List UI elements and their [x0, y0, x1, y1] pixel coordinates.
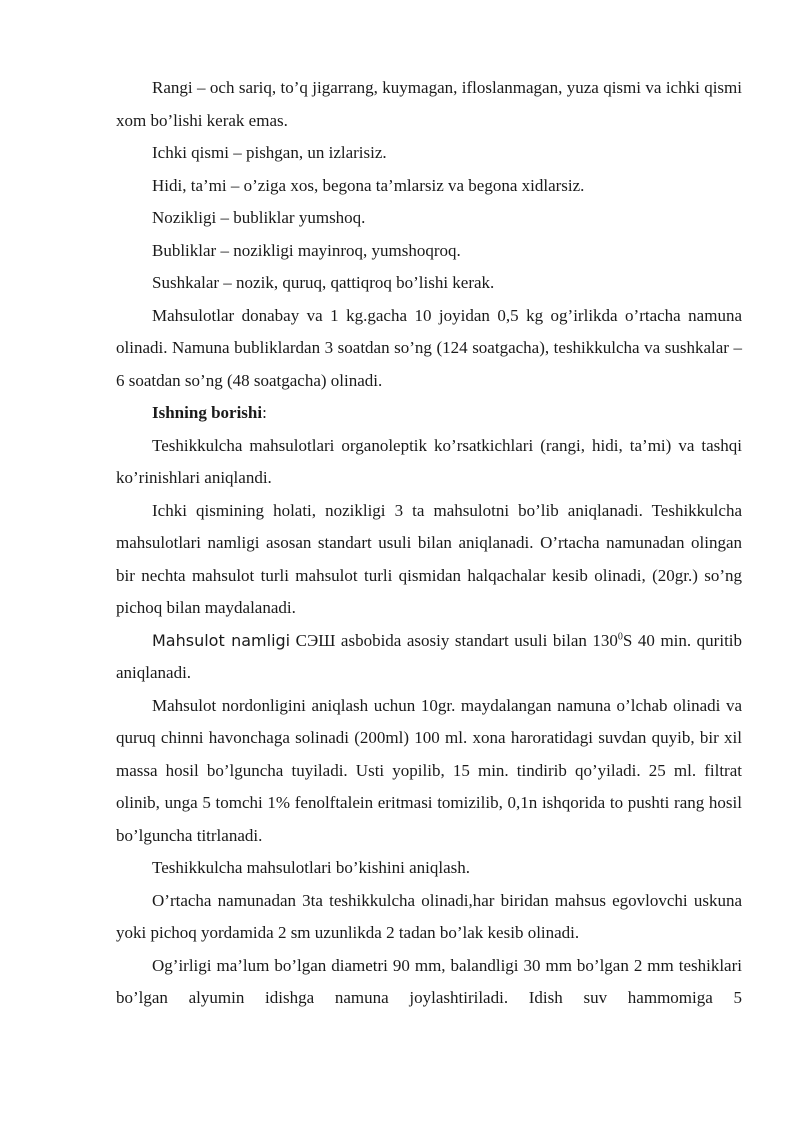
paragraph-bubliks: Bubliklar – nozikligi mayinroq, yumshoqroq.	[152, 240, 461, 260]
paragraph-smell-taste: Hidi, ta’mi – o’ziga xos, begona ta’mlarsiz va begona xidlarsiz.	[152, 175, 585, 195]
paragraph-swelling-title: Teshikkulcha mahsulotlari bo’kishini aniqlash.	[152, 858, 470, 877]
paragraph-organoleptic: Teshikkulcha mahsulotlari organoleptik ko’rsatkichlari (rangi, hidi, ta’mi) va tashqi ko’rinishlari aniqlandi.	[116, 435, 742, 487]
document-page	[116, 72, 742, 1015]
paragraph-container: Og’irligi ma’lum bo’lgan diametri 90 mm, balandligi 30 mm bo’lgan 2 mm teshiklari bo’lgan alyumin idishga namuna joylashtiriladi. Idish suv hammomiga 5	[116, 955, 742, 1007]
degree-superscript: 0	[617, 630, 623, 642]
paragraph-acidity: Mahsulot nordonligini aniqlash uchun 10gr. maydalangan namuna o’lchab olinadi va quruq chinni havonchaga solinadi (200ml) 100 ml. xona haroratidagi suvdan quyib, bir xil massa hosil bo’lguncha tuyiladi. Usti yopilib, 15 min. tindirib qo’yiladi. 25 ml. filtrat olinib, unga 5 tomchi 1% fenolftalein eritmasi tomizilib, 0,1n ishqorida to pushti rang hosil bo’lguncha titrlanadi.	[116, 695, 742, 845]
paragraph-inner-state: Ichki qismining holati, nozikligi 3 ta mahsulotni bo’lib aniqlanadi. Teshikkulcha mahsulotlari namligi asosan standart usuli bilan aniqlanadi. O’rtacha namunadan olingan bir nechta mahsulot turli mahsulot turli qismidan halqachalar kesib olinadi, (20gr.) so’ng pichoq bilan maydalanadi.	[116, 500, 742, 617]
paragraph-sushkas: Sushkalar – nozik, quruq, qattiqroq bo’lishi kerak.	[152, 273, 495, 292]
moisture-term: Mahsulot namligi	[152, 630, 291, 650]
paragraph-swelling-sample: O’rtacha namunadan 3ta teshikkulcha olinadi,har biridan mahsus egovlovchi uskuna yoki pichoq yordamida 2 sm uzunlikda 2 tadan bo’lak kesib olinadi.	[116, 890, 742, 942]
procedure-heading: Ishning borishi	[152, 403, 263, 422]
paragraph-softness: Nozikligi – bubliklar yumshoq.	[152, 208, 366, 227]
paragraph-sampling: Mahsulotlar donabay va 1 kg.gacha 10 joyidan 0,5 kg og’irlikda o’rtacha namuna olinadi. Namuna bubliklardan 3 soatdan so’ng (124 soatgacha), teshikkulcha va sushkalar – 6 soatdan so’ng (48 soatgacha) olinadi.	[116, 305, 742, 390]
paragraph-inner: Ichki qismi – pishgan, un izlarisiz.	[152, 143, 387, 162]
paragraph-color: Rangi – och sariq, to’q jigarrang, kuymagan, ifloslanmagan, yuza qismi va ichki qismi xom bo’lishi kerak emas.	[116, 78, 742, 130]
paragraph-procedure-heading: Ishning borishi:	[152, 403, 267, 422]
paragraph-moisture: Mahsulot namligi СЭШ asbobida asosiy standart usuli bilan $130^0S$ 40 min. quritib aniqlanadi.	[116, 630, 743, 682]
